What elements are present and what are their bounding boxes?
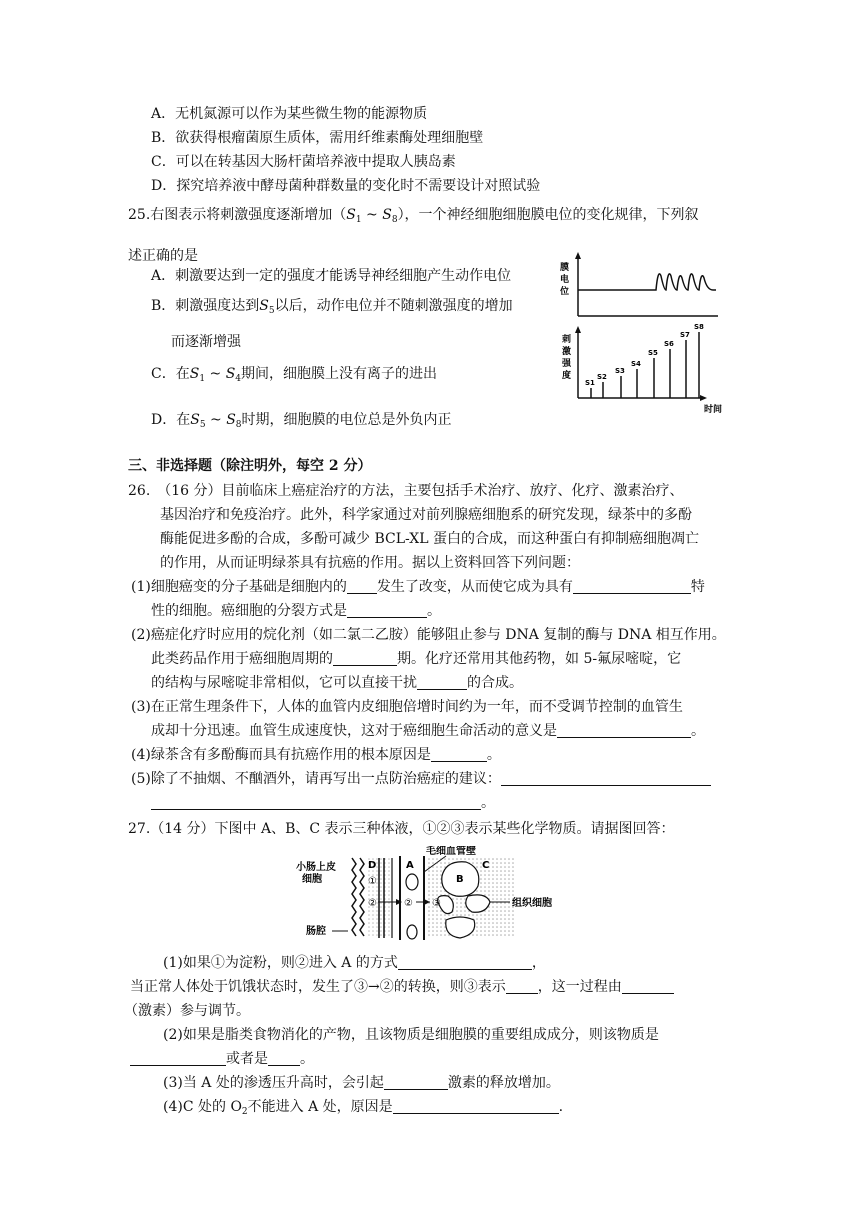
intestinal-epithelial-label-2: 细胞 (302, 874, 322, 885)
q26-intro-4: 的作用，从而证明绿茶具有抗癌的作用。据以上资料回答下列问题： (160, 555, 580, 571)
answer-blank[interactable] (384, 1075, 448, 1090)
q25-option-d: D．在$S_5$ ~ $S_8$时期，细胞膜的电位总是外负内正 (151, 412, 452, 430)
answer-blank[interactable] (333, 651, 397, 666)
answer-blank[interactable] (347, 579, 377, 594)
q25-stem: 25.右图表示将刺激强度逐渐增加（$S_1$ ~ $S_8$），一个神经细胞细胞膜电位的变化规律，下列叙 (128, 207, 699, 225)
stimulus-label-s8: S8 (694, 323, 704, 331)
q25-membrane-potential-figure (558, 246, 730, 416)
answer-blank[interactable] (573, 579, 691, 594)
answer-blank[interactable] (557, 723, 691, 738)
answer-blank[interactable] (398, 955, 532, 970)
stimulus-label-s3: S3 (615, 367, 625, 375)
intestinal-epithelial-label-1: 小肠上皮 (296, 862, 336, 873)
intestinal-lumen-label: 肠腔 (306, 926, 326, 937)
substance-2b-label: ② (404, 898, 413, 909)
q26-sub3: (3)在正常生理条件下，人体的血管内皮细胞倍增时间约为一年，而不受调节控制的血管生 (131, 699, 683, 715)
q26-intro-3: 酶能促进多酚的合成，多酚可减少 BCL-XL 蛋白的合成，而这种蛋白有抑制癌细胞凋亡 (160, 531, 699, 547)
potential-axis-label-2: 电 (560, 275, 570, 285)
q24-option-d: D．探究培养液中酵母菌种群数量的变化时不需要设计对照试验 (151, 178, 541, 194)
fluid-c-label: C (482, 860, 490, 871)
q25-option-a: A．刺激要达到一定的强度才能诱导神经细胞产生动作电位 (151, 268, 512, 284)
substance-1-label: ① (368, 876, 377, 887)
substance-3-label: ③ (432, 898, 441, 909)
q26-sub2-cont: 此类药品作用于癌细胞周期的 期。化疗还常用其他药物，如 5-氟尿嘧啶，它 (151, 651, 682, 667)
q26-sub4: (4)绿茶含有多酚酶而具有抗癌作用的根本原因是 。 (131, 747, 501, 763)
answer-blank[interactable] (268, 1051, 300, 1066)
capillary-wall-label: 毛细血管壁 (426, 846, 476, 857)
section-title: 三、非选择题（除注明外，每空 2 分） (128, 458, 372, 474)
q26-sub1: (1)细胞癌变的分子基础是细胞内的 发生了改变，从而使它成为具有 特 (131, 579, 705, 595)
fluid-d-label: D (368, 860, 377, 871)
q27-sub3: (3)当 A 处的渗透压升高时，会引起 激素的释放增加。 (163, 1075, 560, 1091)
stimulus-label-s6: S6 (664, 340, 674, 348)
answer-blank[interactable] (347, 603, 427, 618)
answer-blank[interactable] (151, 795, 481, 810)
tissue-cell-label: 组织细胞 (512, 898, 552, 909)
answer-blank[interactable] (622, 979, 674, 994)
q27-sub1-cont2: （激素）参与调节。 (124, 1003, 250, 1019)
stimulus-axis-label-3: 强 (562, 359, 572, 369)
q24-option-c: C．可以在转基因大肠杆菌培养液中提取人胰岛素 (151, 154, 456, 170)
q26-sub5-cont: 。 (151, 793, 495, 813)
stimulus-label-s4: S4 (631, 360, 641, 368)
q26-sub3-cont: 成却十分迅速。血管生成速度快，这对于癌细胞生命活动的意义是 。 (151, 723, 705, 739)
q27-body-fluid-figure (296, 846, 576, 946)
q25-option-b-cont: 而逐渐增强 (171, 334, 241, 350)
q26-sub5: (5)除了不抽烟、不酗酒外，请再写出一点防治癌症的建议： (131, 769, 711, 789)
answer-blank[interactable] (506, 979, 538, 994)
stimulus-axis-label-1: 刺 (562, 335, 572, 345)
answer-blank[interactable] (393, 1099, 559, 1114)
q27-sub1-cont: 当正常人体处于饥饿状态时，发生了③→②的转换，则③表示 ，这一过程由 (130, 977, 674, 997)
answer-blank[interactable] (417, 675, 467, 690)
stimulus-label-s1: S1 (585, 379, 595, 387)
q26-intro-2: 基因治疗和免疫治疗。此外，科学家通过对前列腺癌细胞系的研究发现，绿茶中的多酚 (160, 507, 692, 523)
stimulus-axis-label-4: 度 (562, 371, 572, 381)
q27-sub2-cont: 或者是 。 (130, 1049, 314, 1069)
answer-blank[interactable] (130, 1051, 226, 1066)
q26-sub2-cont2: 的结构与尿嘧啶非常相似，它可以直接干扰 的合成。 (151, 675, 523, 691)
q25-option-b: B．刺激强度达到$S_5$以后，动作电位并不随刺激强度的增加 (151, 298, 513, 316)
membrane-potential-trace (578, 274, 716, 290)
q26-sub1-cont: 性的细胞。癌细胞的分裂方式是 。 (151, 603, 441, 619)
answer-blank[interactable] (431, 747, 487, 762)
q27-sub1: (1)如果①为淀粉，则②进入 A 的方式 ， (163, 955, 546, 971)
potential-axis-label-1: 膜 (560, 263, 570, 273)
fluid-b-label: B (456, 874, 464, 885)
fluid-a-label: A (406, 860, 414, 871)
q26-intro-1: 26. （16 分）目前临床上癌症治疗的方法，主要包括手术治疗、放疗、化疗、激素治疗、 (128, 483, 684, 499)
q26-sub2: (2)癌症化疗时应用的烷化剂（如二氯二乙胺）能够阻止参与 DNA 复制的酶与 DNA 相互作用。 (131, 627, 726, 643)
stimulus-label-s7: S7 (680, 331, 690, 339)
stimulus-bars (591, 332, 699, 398)
q24-option-b: B．欲获得根瘤菌原生质体，需用纤维素酶处理细胞壁 (151, 130, 484, 146)
time-axis-label: 时间 (704, 405, 723, 415)
substance-2-label: ② (368, 898, 377, 909)
stimulus-axis-label-2: 激 (562, 347, 572, 357)
q27-stem: 27.（14 分）下图中 A、B、C 表示三种体液，①②③表示某些化学物质。请据图回答： (128, 821, 675, 837)
stimulus-label-s2: S2 (597, 373, 607, 381)
q25-option-c: C．在$S_1$ ~ $S_4$期间，细胞膜上没有离子的进出 (151, 366, 438, 384)
stimulus-label-s5: S5 (648, 349, 658, 357)
q24-option-a: A．无机氮源可以作为某些微生物的能源物质 (151, 106, 428, 122)
q25-stem-cont: 述正确的是 (128, 248, 198, 264)
q27-sub4: (4)C 处的 $O_2$不能进入 A 处，原因是 . (163, 1099, 564, 1117)
answer-blank[interactable] (501, 771, 711, 786)
potential-axis-label-3: 位 (560, 287, 570, 297)
q27-sub2: (2)如果是脂类食物消化的产物，且该物质是细胞膜的重要组成成分，则该物质是 (163, 1027, 659, 1043)
